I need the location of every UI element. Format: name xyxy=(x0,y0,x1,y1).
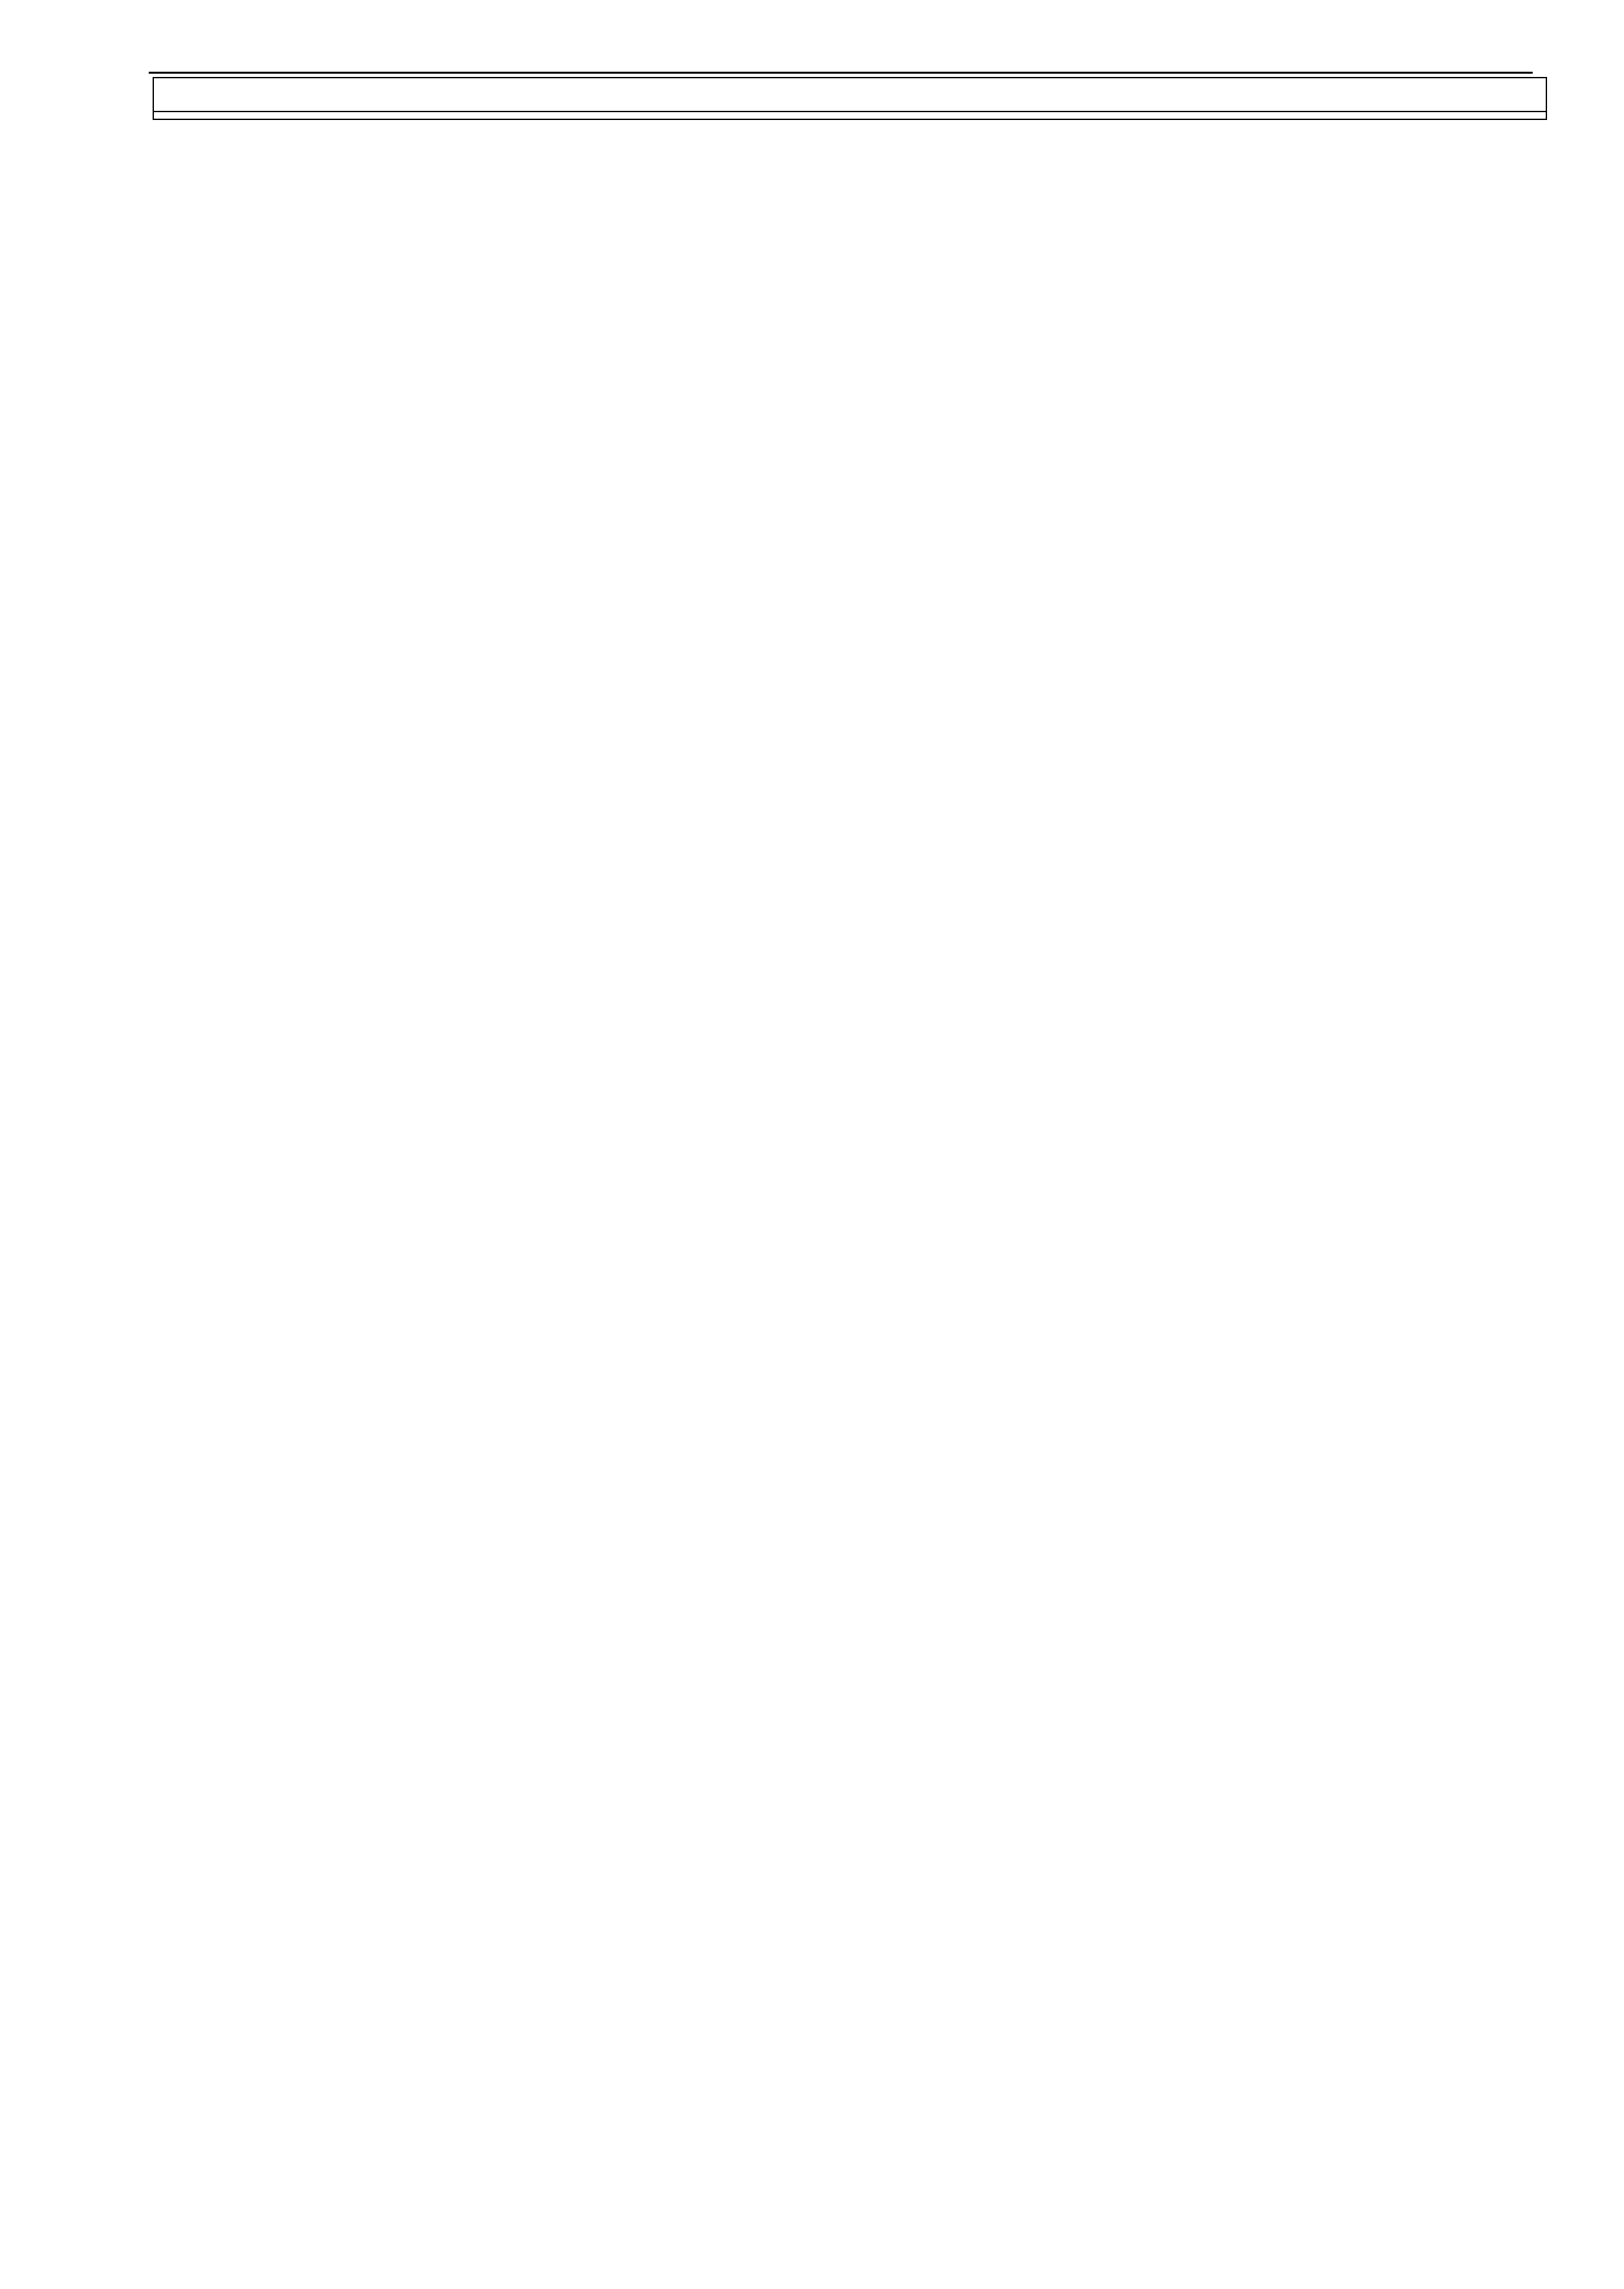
table-title-block xyxy=(153,78,1546,119)
subtitle-spacer xyxy=(153,112,616,119)
header-rule xyxy=(149,72,1533,74)
measure-line xyxy=(160,82,1541,111)
price-table xyxy=(153,77,1547,120)
table-title-cell xyxy=(153,78,1546,112)
section-subtitle xyxy=(616,112,1546,119)
